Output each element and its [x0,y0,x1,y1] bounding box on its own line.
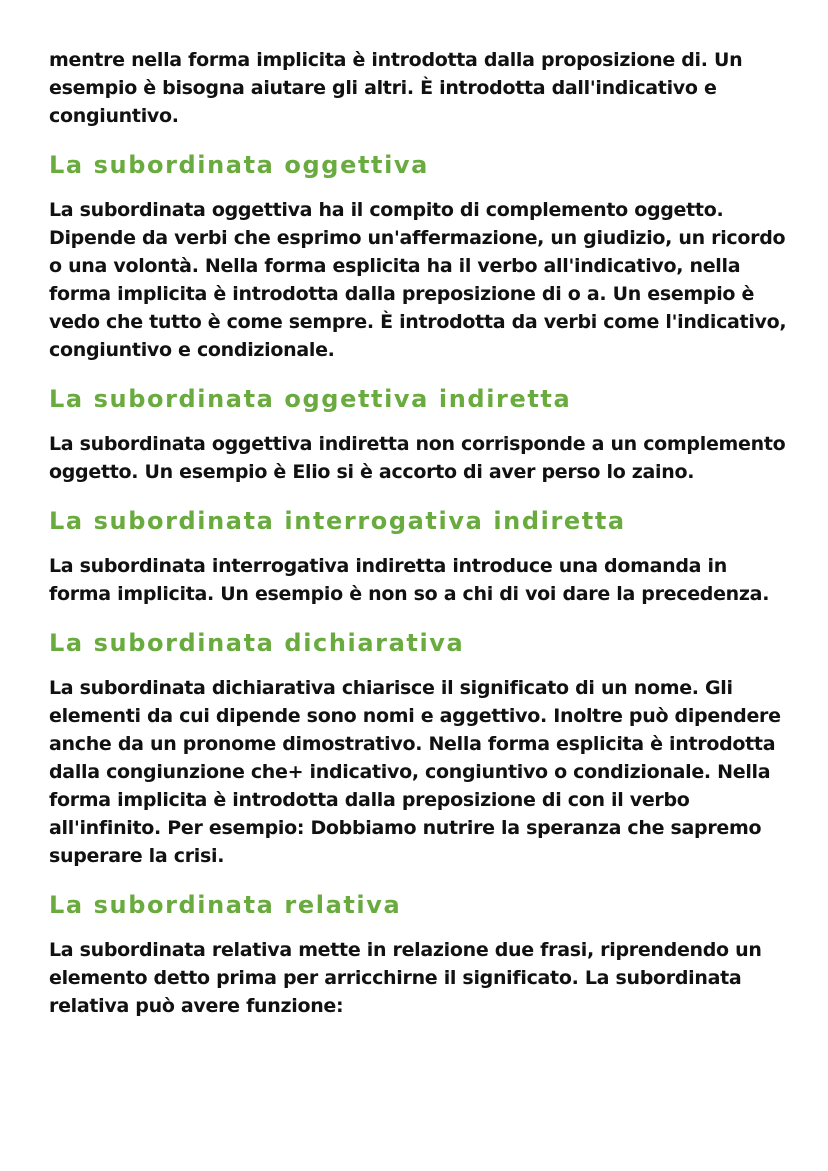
section-body: La subordinata dichiarativa chiarisce il significato di un nome. Gli elementi da cui dipende sono nomi e aggettivo. Inoltre può dipendere anche da un pronome dimostrativo. Nella forma esplicita è introdotta dalla congiunzione che+ indicativo, congiuntivo o condizionale. Nella forma implicita è introdotta dalla preposizione di con il verbo all'infinito. Per esempio: Dobbiamo nutrire la speranza che sapremo superare la crisi. [49,677,781,867]
section-heading: La subordinata oggettiva indiretta [49,385,572,413]
section-relativa [49,890,788,1020]
section-heading: La subordinata dichiarativa [49,629,465,657]
section-body: La subordinata oggettiva ha il compito di complemento oggetto. Dipende da verbi che esprimo un'affermazione, un giudizio, un ricordo o una volontà. Nella forma esplicita ha il verbo all'indicativo, nella forma implicita è introdotta dalla preposizione di o a. Un esempio è vedo che tutto è come sempre. È introdotta da verbi come l'indicativo, congiuntivo e condizionale. [49,199,787,361]
section-body: La subordinata interrogativa indiretta introduce una domanda in forma implicita. Un esempio è non so a chi di voi dare la precedenza. [49,555,770,605]
section-heading: La subordinata relativa [49,891,402,919]
section-oggettiva-indiretta [49,384,788,486]
section-interrogativa-indiretta [49,506,788,608]
section-heading: La subordinata oggettiva [49,151,429,179]
section-body: La subordinata relativa mette in relazione due frasi, riprendendo un elemento detto prima per arricchirne il significato. La subordinata relativa può avere funzione: [49,939,762,1017]
section-dichiarativa [49,628,788,870]
section-oggettiva [49,150,788,364]
intro-paragraph: mentre nella forma implicita è introdotta dalla proposizione di. Un esempio è bisogna aiutare gli altri. È introdotta dall'indicativo e congiuntivo. [49,49,743,127]
section-body: La subordinata oggettiva indiretta non corrisponde a un complemento oggetto. Un esempio è Elio si è accorto di aver perso lo zaino. [49,433,786,483]
section-heading: La subordinata interrogativa indiretta [49,507,626,535]
